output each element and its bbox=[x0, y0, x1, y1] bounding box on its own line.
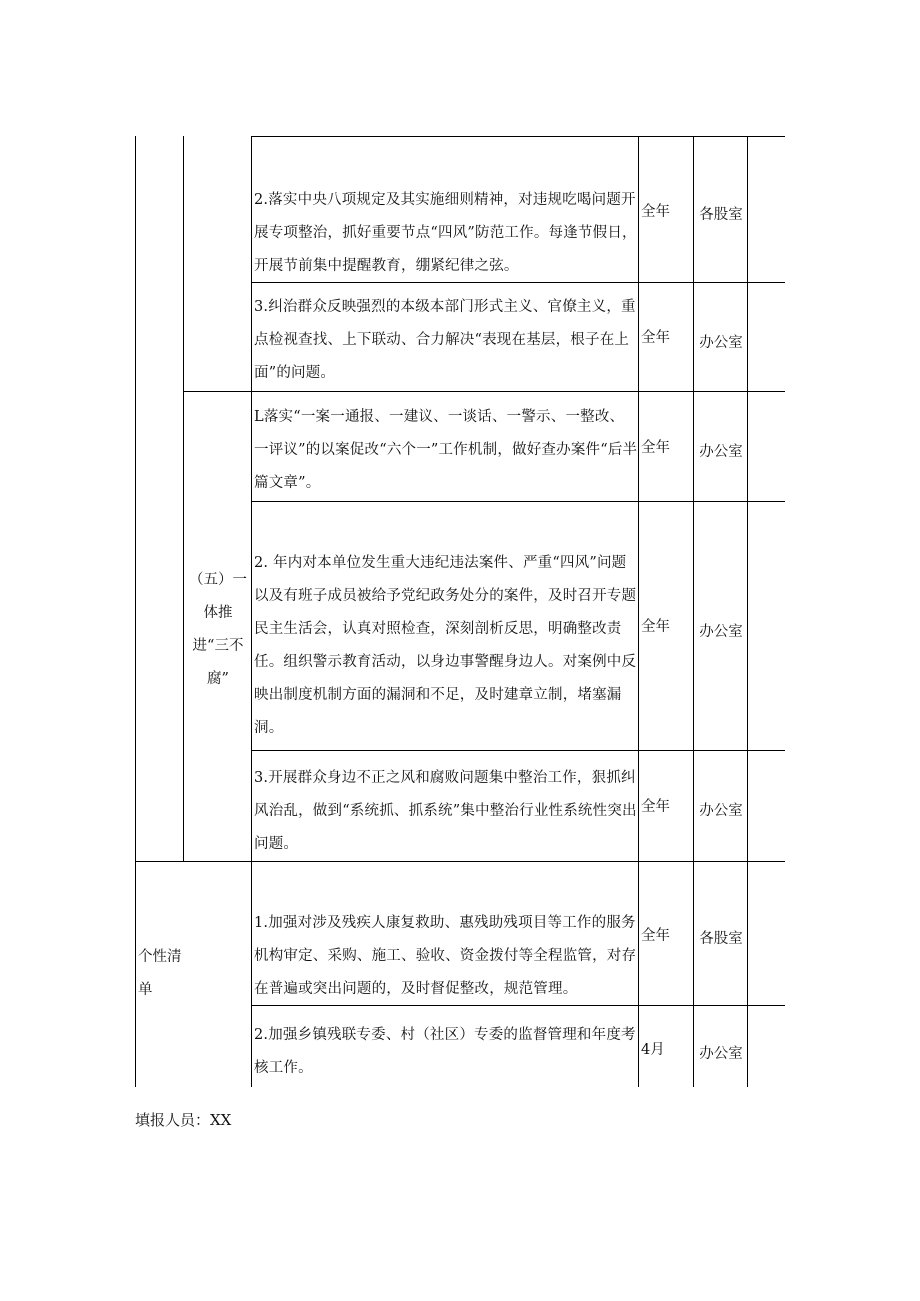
table-row-time: 全年 bbox=[641, 330, 670, 346]
table-border bbox=[251, 136, 252, 1087]
table-border bbox=[135, 136, 136, 1087]
table-border bbox=[638, 136, 639, 1087]
table-row-item: 3.开展群众身边不正之风和腐败问题集中整治工作，狠抓纠风治乱，做到“系统抓、抓系统”集中整治行业性系统性突出问题。 bbox=[254, 770, 637, 852]
table-row-item: L落实“一案一通报、一建议、一谈话、一警示、一整改、一评议”的以案促改“六个一”工作机制，做好查办案件“后半篇文章”。 bbox=[254, 409, 638, 491]
table-row-dept: 办公室 bbox=[699, 1046, 743, 1062]
table-row-dept: 办公室 bbox=[699, 444, 743, 460]
table-row-time: 4月 bbox=[641, 1042, 665, 1058]
personal-list-label: 个性清单 bbox=[138, 949, 182, 998]
table-border bbox=[251, 136, 785, 137]
table-row-time: 全年 bbox=[641, 204, 670, 220]
table-border bbox=[183, 391, 785, 392]
table-row-dept: 办公室 bbox=[699, 803, 743, 819]
table-row-time: 全年 bbox=[641, 619, 670, 635]
table-row-item: 1.加强对涉及残疾人康复救助、惠残助残项目等工作的服务机构审定、采购、施工、验收、资金拨付等全程监管，对存在普遍或突出问题的，及时督促整改，规范管理。 bbox=[254, 915, 637, 997]
filler-label: 填报人员：XX bbox=[135, 1111, 232, 1129]
table-row-item: 2.落实中央八项规定及其实施细则精神，对违规吃喝问题开展专项整治，抓好重要节点“四风”防范工作。每逢节假日，开展节前集中提醒教育，绷紧纪律之弦。 bbox=[254, 192, 637, 274]
table-row-dept: 办公室 bbox=[699, 335, 743, 351]
table-row-item: 3.纠治群众反映强烈的本级本部门形式主义、官僚主义，重点检视查找、上下联动、合力解决“表现在基层，根子在上面”的问题。 bbox=[254, 299, 636, 381]
table-row-dept: 各股室 bbox=[699, 207, 743, 223]
table-border bbox=[693, 136, 694, 1087]
table-row-time: 全年 bbox=[641, 799, 670, 815]
table-row-item: 2.加强乡镇残联专委、村（社区）专委的监督管理和年度考核工作。 bbox=[254, 1027, 636, 1076]
table-border bbox=[251, 750, 785, 751]
table-row-time: 全年 bbox=[641, 928, 670, 944]
table-row-dept: 办公室 bbox=[699, 624, 743, 640]
table-row-dept: 各股室 bbox=[699, 931, 743, 947]
table-border bbox=[747, 136, 748, 1087]
table-row-time: 全年 bbox=[641, 440, 670, 456]
table-border bbox=[183, 136, 184, 861]
category-label: （五）一体推进“三不腐” bbox=[189, 572, 247, 687]
table-row-item: 2. 年内对本单位发生重大违纪违法案件、严重“四风”问题以及有班子成员被给予党纪政务处分的案件，及时召开专题民主生活会，认真对照检查，深刻剖析反思，明确整改责任。组织警示教育活动，以身边事警醒身边人。对案例中反映出制度机制方面的漏洞和不足，及时建章立制，堵塞漏洞。 bbox=[254, 555, 637, 736]
table-border bbox=[251, 501, 785, 502]
table-border bbox=[135, 861, 785, 862]
